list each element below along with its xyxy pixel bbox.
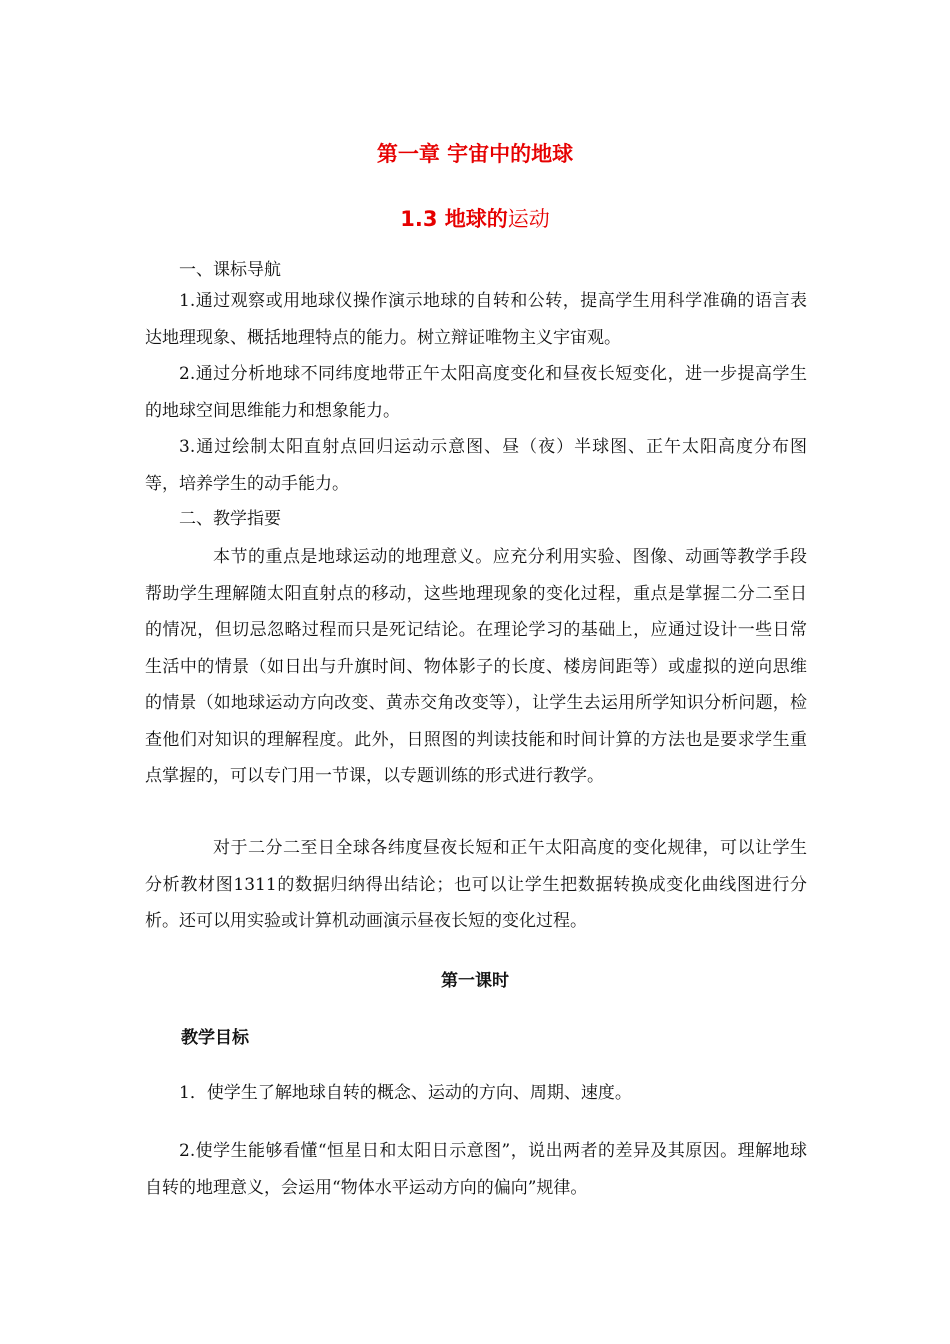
section-title-main: 1.3 地球的 [400, 207, 508, 231]
curriculum-item-1: 1.通过观察或用地球仪操作演示地球的自转和公转，提高学生用科学准确的语言表达地理现象、概括地理特点的能力。树立辩证唯物主义宇宙观。 [145, 291, 807, 348]
objectives-heading: 教学目标 [181, 1028, 249, 1048]
objective-item-2: 2.使学生能够看懂“恒星日和太阳日示意图”，说出两者的差异及其原因。理解地球自转的地理意义，会运用“物体水平运动方向的偏向”规律。 [145, 1141, 807, 1198]
teaching-guide-heading: 二、教学指要 [179, 509, 281, 529]
lesson-title: 第一课时 [441, 971, 509, 991]
curriculum-item-3: 3.通过绘制太阳直射点回归运动示意图、昼（夜）半球图、正午太阳高度分布图等，培养学生的动手能力。 [145, 437, 807, 494]
teaching-guide-paragraph-2: 对于二分二至日全球各纬度昼夜长短和正午太阳高度的变化规律，可以让学生分析教材图1311的数据归纳得出结论；也可以让学生把数据转换成变化曲线图进行分析。还可以用实验或计算机动画演示昼夜长短的变化过程。 [145, 838, 807, 931]
objective-item-1: 1．使学生了解地球自转的概念、运动的方向、周期、速度。 [179, 1083, 632, 1103]
teaching-guide-paragraph-1: 本节的重点是地球运动的地理意义。应充分利用实验、图像、动画等教学手段帮助学生理解随太阳直射点的移动，这些地理现象的变化过程，重点是掌握二分二至日的情况，但切忌忽略过程而只是死记结论。在理论学习的基础上，应通过设计一些日常生活中的情景（如日出与升旗时间、物体影子的长度、楼房间距等）或虚拟的逆向思维的情景（如地球运动方向改变、黄赤交角改变等），让学生去运用所学知识分析问题，检查他们对知识的理解程度。此外，日照图的判读技能和时间计算的方法也是要求学生重点掌握的，可以专门用一节课，以专题训练的形式进行教学。 [145, 547, 807, 786]
section-title-suffix: 运动 [507, 207, 550, 231]
curriculum-guide-heading: 一、课标导航 [179, 260, 281, 280]
section-title [0, 203, 950, 233]
chapter-title: 第一章 宇宙中的地球 [376, 142, 574, 166]
curriculum-item-2: 2.通过分析地球不同纬度地带正午太阳高度变化和昼夜长短变化，进一步提高学生的地球空间思维能力和想象能力。 [145, 364, 807, 421]
